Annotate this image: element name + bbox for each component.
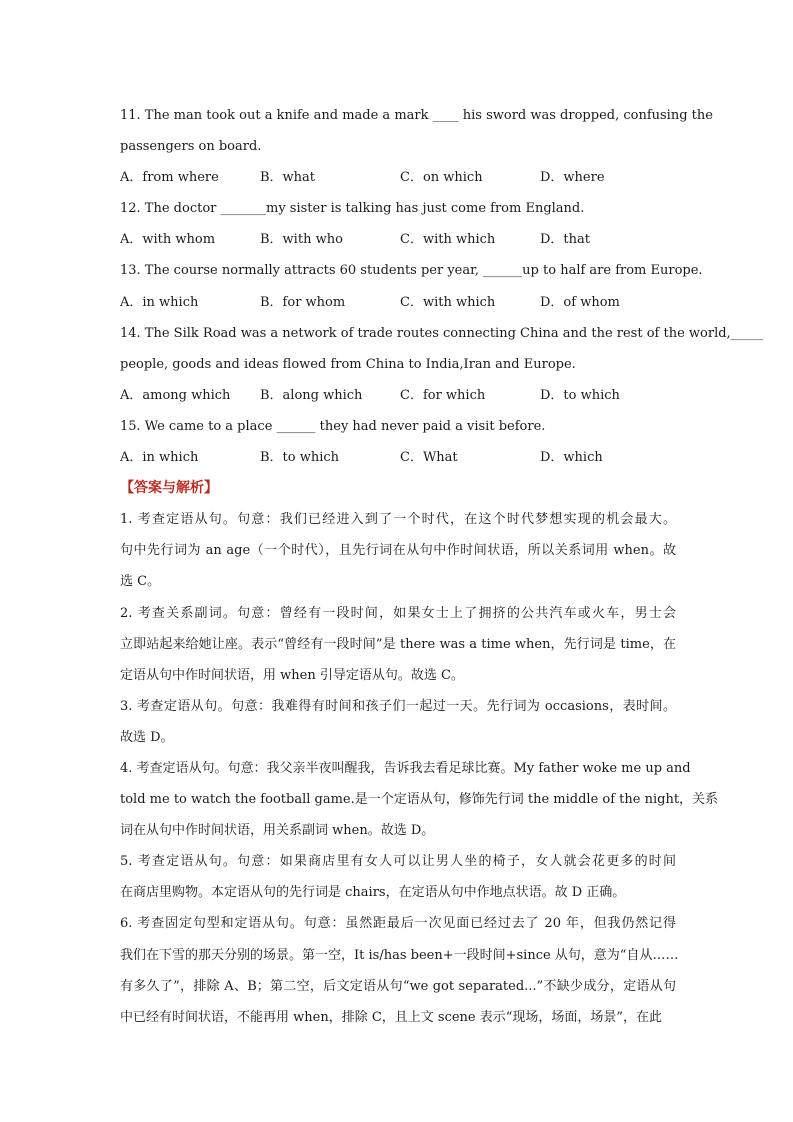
answer-2-line-3: 定语从句中作时间状语，用 when 引导定语从句。故选 C。 [120,667,464,683]
answers-section [120,504,719,1033]
question-12-option-b: B．with who [260,232,343,248]
answer-2-line-1: 2. 考查关系副词。句意：曾经有一段时间，如果女士上了拥挤的公共汽车或火车，男士会 [120,605,676,621]
question-14-stem-line-2: people, goods and ideas flowed from China to India,Iran and Europe. [120,356,576,372]
question-13-option-b: B．for whom [260,294,346,310]
document-content [120,100,764,1033]
question-12-option-d: D．that [540,232,590,248]
answer-5-line-2: 在商店里购物。本定语从句的先行词是 chairs，在定语从句中作地点状语。故 D 正确。 [120,885,626,901]
question-15-option-c: C．What [400,450,458,466]
question-13-stem: 13. The course normally attracts 60 students per year, ______up to half are from Europe. [120,263,703,279]
answer-1-line-3: 选 C。 [120,574,161,590]
answer-heading: 【答案与解析】 [120,480,218,497]
question-15-option-a: A．in which [120,450,199,466]
answer-4-line-3: 词在从句中作时间状语，用关系副词 when。故选 D。 [120,823,435,839]
answer-6-line-1: 6. 考查固定句型和定语从句。句意：虽然距最后一次见面已经过去了 20 年，但我仍然记得 [120,916,676,932]
question-11-option-c: C．on which [400,170,483,186]
question-11-stem-line-1: 11. The man took out a knife and made a mark ____ his sword was dropped, confusing the [120,108,713,123]
answer-4-line-2: told me to watch the football game.是一个定语从句，修饰先行词 the middle of the night，关系 [120,792,719,808]
question-14-option-a: A．among which [120,387,231,403]
answer-2-line-2: 立即站起来给她让座。表示“曾经有一段时间”是 there was a time when，先行词是 time，在 [120,636,676,652]
answer-1-line-1: 1. 考查定语从句。句意：我们已经进入到了一个时代，在这个时代梦想实现的机会最大。 [120,512,676,528]
question-13-option-d: D．of whom [540,294,620,310]
question-12-options [120,224,676,255]
question-11-option-a: A．from where [120,170,219,186]
answer-6-line-4: 中已经有时间状语，不能再用 when，排除 C，且上文 scene 表示“现场，场面，场景”，在此 [120,1009,663,1025]
question-15-stem: 15. We came to a place ______ they had never paid a visit before. [120,418,546,434]
question-11-option-b: B．what [260,170,316,186]
question-11-options [120,162,676,193]
question-14-stem-line-1: 14. The Silk Road was a network of trade routes connecting China and the rest of the world,_____ [120,325,764,341]
question-15-option-b: B．to which [260,450,340,466]
question-14-options [120,380,676,411]
question-14-option-c: C．for which [400,387,486,403]
question-11-stem-line-2: passengers on board. [120,139,262,155]
answer-3-line-2: 故选 D。 [120,729,174,745]
question-14-option-b: B．along which [260,387,363,403]
answer-1-line-2: 句中先行词为 an age（一个时代），且先行词在从句中作时间状语，所以关系词用 when。故 [120,543,676,559]
answer-5-line-1: 5. 考查定语从句。句意：如果商店里有女人可以让男人坐的椅子，女人就会花更多的时间 [120,854,676,870]
question-13-option-c: C．with which [400,294,496,310]
question-12-stem: 12. The doctor _______my sister is talking has just come from England. [120,201,585,217]
answer-4-line-1: 4. 考查定语从句。句意：我父亲半夜叫醒我，告诉我去看足球比赛。My father woke me up and [120,760,691,776]
answer-6-line-3: 有多久了”，排除 A、B；第二空，后文定语从句“we got separated...”不缺少成分，定语从句 [120,978,676,994]
question-12-option-c: C．with which [400,232,496,248]
question-13-option-a: A．in which [120,294,199,310]
question-11-option-d: D．where [540,170,605,186]
question-15-option-d: D．which [540,450,603,466]
question-14-option-d: D．to which [540,387,620,403]
question-15-options [120,442,676,473]
question-12-option-a: A．with whom [120,232,216,248]
question-13-options [120,287,676,318]
answer-6-line-2: 我们在下雪的那天分别的场景。第一空，It is/has been+一段时间+since 从句，意为“自从…… [120,947,679,963]
answer-3-line-1: 3. 考查定语从句。句意：我难得有时间和孩子们一起过一天。先行词为 occasions，表时间。 [120,698,676,714]
